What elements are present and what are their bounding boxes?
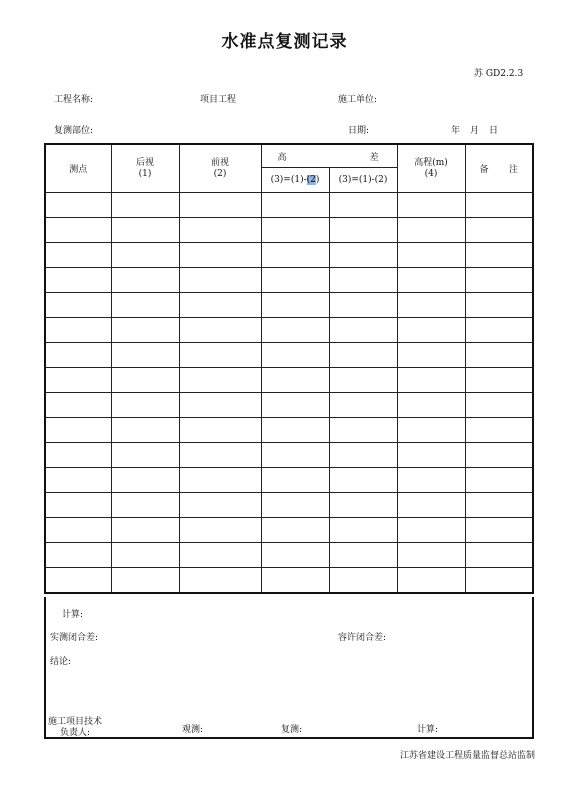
table-cell[interactable] [179,343,261,368]
table-row [45,568,533,594]
table-cell[interactable] [261,243,329,268]
table-cell[interactable] [179,418,261,443]
table-cell[interactable] [329,318,397,343]
table-cell[interactable] [465,443,533,468]
calculator-label: 计算: [417,725,439,735]
table-cell[interactable] [329,268,397,293]
table-cell[interactable] [397,193,465,218]
table-cell[interactable] [329,243,397,268]
construction-unit-label: 施工单位: [338,95,378,105]
tech-lead-signature-label: 施工项目技术 负责人: [48,717,103,738]
table-cell[interactable] [329,493,397,518]
table-cell[interactable] [261,443,329,468]
table-row [45,443,533,468]
table-cell[interactable] [261,543,329,568]
table-cell[interactable] [261,493,329,518]
table-row [45,293,533,318]
table-cell[interactable] [397,393,465,418]
table-cell[interactable] [397,293,465,318]
table-cell[interactable] [465,243,533,268]
header-height-difference: 高 差 [261,144,397,168]
table-cell[interactable] [261,318,329,343]
table-cell[interactable] [329,443,397,468]
table-row [45,518,533,543]
table-row [45,393,533,418]
table-cell[interactable] [45,293,111,318]
table-cell[interactable] [329,368,397,393]
table-cell[interactable] [261,393,329,418]
table-cell[interactable] [45,568,111,594]
table-cell[interactable] [45,543,111,568]
table-cell[interactable] [179,293,261,318]
header-remark: 备 注 [465,144,533,193]
table-cell[interactable] [261,343,329,368]
table-cell[interactable] [45,243,111,268]
table-cell[interactable] [111,418,179,443]
table-cell[interactable] [397,318,465,343]
table-cell[interactable] [179,218,261,243]
table-cell[interactable] [45,318,111,343]
text-selection: (2 [306,175,316,185]
leveling-table [44,143,534,594]
table-cell[interactable] [397,268,465,293]
table-cell[interactable] [111,218,179,243]
recheck-label: 复测: [281,725,303,735]
table-cell[interactable] [329,393,397,418]
table-row [45,268,533,293]
table-cell[interactable] [45,343,111,368]
table-cell[interactable] [179,468,261,493]
date-label: 日期: [348,126,370,136]
table-cell[interactable] [179,443,261,468]
date-year: 年 [451,126,461,136]
table-cell[interactable] [111,318,179,343]
table-cell[interactable] [179,518,261,543]
table-cell[interactable] [111,518,179,543]
table-cell[interactable] [111,468,179,493]
table-cell[interactable] [45,193,111,218]
table-cell[interactable] [261,368,329,393]
table-cell[interactable] [465,518,533,543]
table-cell[interactable] [111,443,179,468]
table-row [45,543,533,568]
table-cell[interactable] [261,418,329,443]
table-row [45,343,533,368]
table-cell[interactable] [397,568,465,594]
table-cell[interactable] [179,243,261,268]
table-cell[interactable] [465,468,533,493]
table-cell[interactable] [111,543,179,568]
table-cell[interactable] [465,218,533,243]
table-cell[interactable] [465,568,533,594]
date-day: 日 [489,126,499,136]
table-row [45,243,533,268]
table-row [45,418,533,443]
table-cell[interactable] [329,518,397,543]
header-diff-formula-b[interactable]: (3)=(1)-(2) [329,168,397,193]
page-title: 水准点复测记录 [221,32,348,52]
table-cell[interactable] [45,393,111,418]
table-cell[interactable] [111,368,179,393]
table-cell[interactable] [329,418,397,443]
table-cell[interactable] [329,193,397,218]
table-cell[interactable] [465,493,533,518]
table-cell[interactable] [45,268,111,293]
table-cell[interactable] [111,493,179,518]
table-cell[interactable] [179,393,261,418]
section-label: 复测部位: [54,126,94,136]
table-row [45,468,533,493]
table-cell[interactable] [261,468,329,493]
table-cell[interactable] [397,368,465,393]
table-cell[interactable] [465,343,533,368]
table-cell[interactable] [261,518,329,543]
table-cell[interactable] [261,293,329,318]
table-cell[interactable] [261,218,329,243]
notes-box [44,597,534,739]
table-cell[interactable] [45,218,111,243]
table-row [45,318,533,343]
issuer-note: 江苏省建设工程质量监督总站监制 [400,751,536,761]
table-cell[interactable] [111,568,179,594]
table-cell[interactable] [329,293,397,318]
measured-closure-label: 实测闭合差: [50,633,99,643]
calc-label: 计算: [62,610,84,620]
table-cell[interactable] [45,468,111,493]
table-cell[interactable] [397,518,465,543]
table-cell[interactable] [179,568,261,594]
table-row [45,493,533,518]
table-cell[interactable] [397,543,465,568]
table-cell[interactable] [45,493,111,518]
project-name-label: 工程名称: [54,95,94,105]
table-cell[interactable] [111,343,179,368]
table-row [45,368,533,393]
table-cell[interactable] [329,568,397,594]
table-cell[interactable] [465,418,533,443]
table-cell[interactable] [465,193,533,218]
date-month: 月 [470,126,480,136]
table-cell[interactable] [397,418,465,443]
observer-label: 观测: [182,725,204,735]
header-diff-formula-a[interactable]: (3)=(1)-(2) [261,168,329,193]
table-cell[interactable] [179,493,261,518]
table-cell[interactable] [261,568,329,594]
standard-code: 苏 GD2.2.3 [474,69,524,79]
table-cell[interactable] [329,468,397,493]
header-foresight: 前视 (2) [179,144,261,193]
table-cell[interactable] [45,368,111,393]
table-cell[interactable] [397,243,465,268]
table-cell[interactable] [397,343,465,368]
table-cell[interactable] [397,468,465,493]
table-cell[interactable] [329,343,397,368]
header-elevation: 高程(m) (4) [397,144,465,193]
header-point: 测点 [45,144,111,193]
table-cell[interactable] [465,293,533,318]
conclusion-label: 结论: [50,657,72,667]
table-cell[interactable] [111,193,179,218]
table-cell[interactable] [465,393,533,418]
table-row [45,218,533,243]
table-cell[interactable] [179,193,261,218]
table-cell[interactable] [45,518,111,543]
table-cell[interactable] [261,193,329,218]
table-cell[interactable] [261,268,329,293]
table-cell[interactable] [397,443,465,468]
table-cell[interactable] [179,368,261,393]
table-cell[interactable] [179,268,261,293]
table-cell[interactable] [111,293,179,318]
table-row [45,193,533,218]
table-cell[interactable] [111,243,179,268]
table-cell[interactable] [329,543,397,568]
table-cell[interactable] [45,443,111,468]
table-cell[interactable] [179,543,261,568]
table-cell[interactable] [179,318,261,343]
table-cell[interactable] [465,268,533,293]
table-cell[interactable] [465,368,533,393]
table-cell[interactable] [329,218,397,243]
header-backsight: 后视 (1) [111,144,179,193]
table-cell[interactable] [111,268,179,293]
project-name-value: 项目工程 [200,95,237,105]
table-cell[interactable] [465,543,533,568]
table-cell[interactable] [397,218,465,243]
table-cell[interactable] [465,318,533,343]
table-cell[interactable] [111,393,179,418]
allowed-closure-label: 容许闭合差: [338,633,387,643]
table-cell[interactable] [397,493,465,518]
table-cell[interactable] [45,418,111,443]
